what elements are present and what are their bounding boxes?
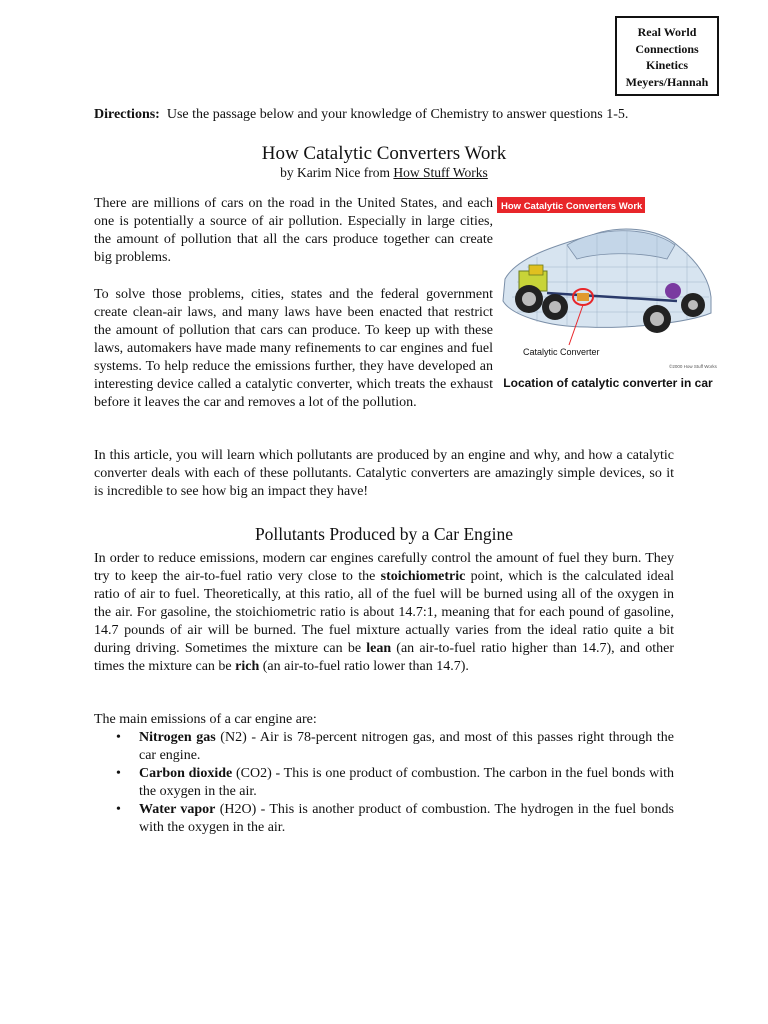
byline-prefix: by Karim Nice from — [280, 165, 394, 180]
paragraph-1: There are millions of cars on the road in the United States, and each one is potentially a source of air pollution. Especially in large cities, the amount of pollution that all the cars produce together can create big problems. — [94, 196, 493, 265]
paragraph-4 — [94, 550, 674, 676]
byline-source-link[interactable]: How Stuff Works — [393, 165, 488, 180]
directions-text: Use the passage below and your knowledge of Chemistry to answer questions 1-5. — [166, 107, 629, 122]
paragraph-2: To solve those problems, cities, states and the federal government create clean-air laws, and many laws have been enacted that restrict the amount of pollution that cars can produce. To keep up with these laws, automakers have made many refinements to car engines and fuel systems. To help reduce the emissions further, they have developed an interesting device called a catalytic converter, which treats the exhaust before it leaves the car and removes a lot of the pollution. — [94, 287, 493, 410]
emission-name: Carbon dioxide — [139, 766, 233, 781]
header-box — [615, 16, 719, 96]
byline — [94, 165, 674, 181]
figure-label: Catalytic Converter — [523, 347, 600, 357]
paragraph-3: In this article, you will learn which pollutants are produced by an engine and why, and how a catalytic converter deals with each of these pollutants. Catalytic converters are amazingly simple devices, so it is incredible to see how big an impact they have! — [94, 448, 674, 499]
p4-text-a: In order to reduce emissions, modern car engines carefully control the amount of fuel they burn. They try to keep the air-to-fuel ratio very close to the — [94, 551, 674, 584]
emission-name: Water vapor — [139, 802, 216, 817]
list-item — [94, 765, 674, 801]
bullet: • — [116, 730, 121, 745]
header-line-3: Kinetics — [646, 58, 688, 72]
paragraph-5: The main emissions of a car engine are: — [94, 712, 317, 727]
term-stoichiometric: stoichiometric — [380, 569, 466, 584]
header-line-4: Meyers/Hannah — [625, 74, 709, 89]
figure-banner-text: How Catalytic Converters Work — [501, 201, 643, 212]
term-rich: rich — [235, 659, 260, 674]
emission-formula: (N2) — [220, 730, 247, 745]
section-title: Pollutants Produced by a Car Engine — [254, 524, 514, 544]
list-item — [94, 729, 674, 765]
emissions-list — [94, 729, 674, 837]
emission-text: - This is one product of combustion. The carbon in the fuel bonds with the oxygen in the air. — [139, 766, 675, 799]
emission-text: - This is another product of combustion. The hydrogen in the fuel bonds with the oxygen in the air. — [139, 802, 674, 835]
term-lean: lean — [366, 641, 392, 656]
directions-label: Directions: — [94, 107, 160, 122]
figure-credit: ©2000 How Stuff Works — [669, 364, 717, 369]
car-illustration — [497, 197, 723, 371]
directions — [94, 106, 674, 124]
emission-formula: (CO2) — [235, 766, 272, 781]
list-item — [94, 801, 674, 837]
p4-text-c: point, which is the calculated ideal ratio of air to fuel. Theoretically, at this ratio, all of the fuel will be burned using all of the oxygen in the air. For gasoline, the stoichiometric ratio is about 14.7:1, meaning that for each pound of gasoline, 14.7 pounds of air will be burned. The fuel mixture actually varies from the ideal ratio quite a bit during driving. Sometimes the mixture can be — [94, 569, 674, 656]
car-figure — [497, 197, 723, 371]
article-title: How Catalytic Converters Work — [261, 143, 507, 164]
figure-caption: Location of catalytic converter in car — [503, 376, 713, 390]
bullet: • — [116, 802, 121, 817]
bullet: • — [116, 766, 121, 781]
emission-text: - Air is 78-percent nitrogen gas, and most of this passes right through the car engine. — [139, 730, 675, 763]
emission-formula: (H2O) — [219, 802, 257, 817]
emission-name: Nitrogen gas — [139, 730, 216, 745]
header-line-1: Real World — [637, 25, 697, 39]
p4-text-g: (an air-to-fuel ratio lower than 14.7). — [259, 659, 469, 674]
p4-text-e: (an air-to-fuel ratio higher than 14.7), and other times the mixture can be — [94, 641, 674, 674]
header-line-2: Connections — [635, 41, 699, 56]
